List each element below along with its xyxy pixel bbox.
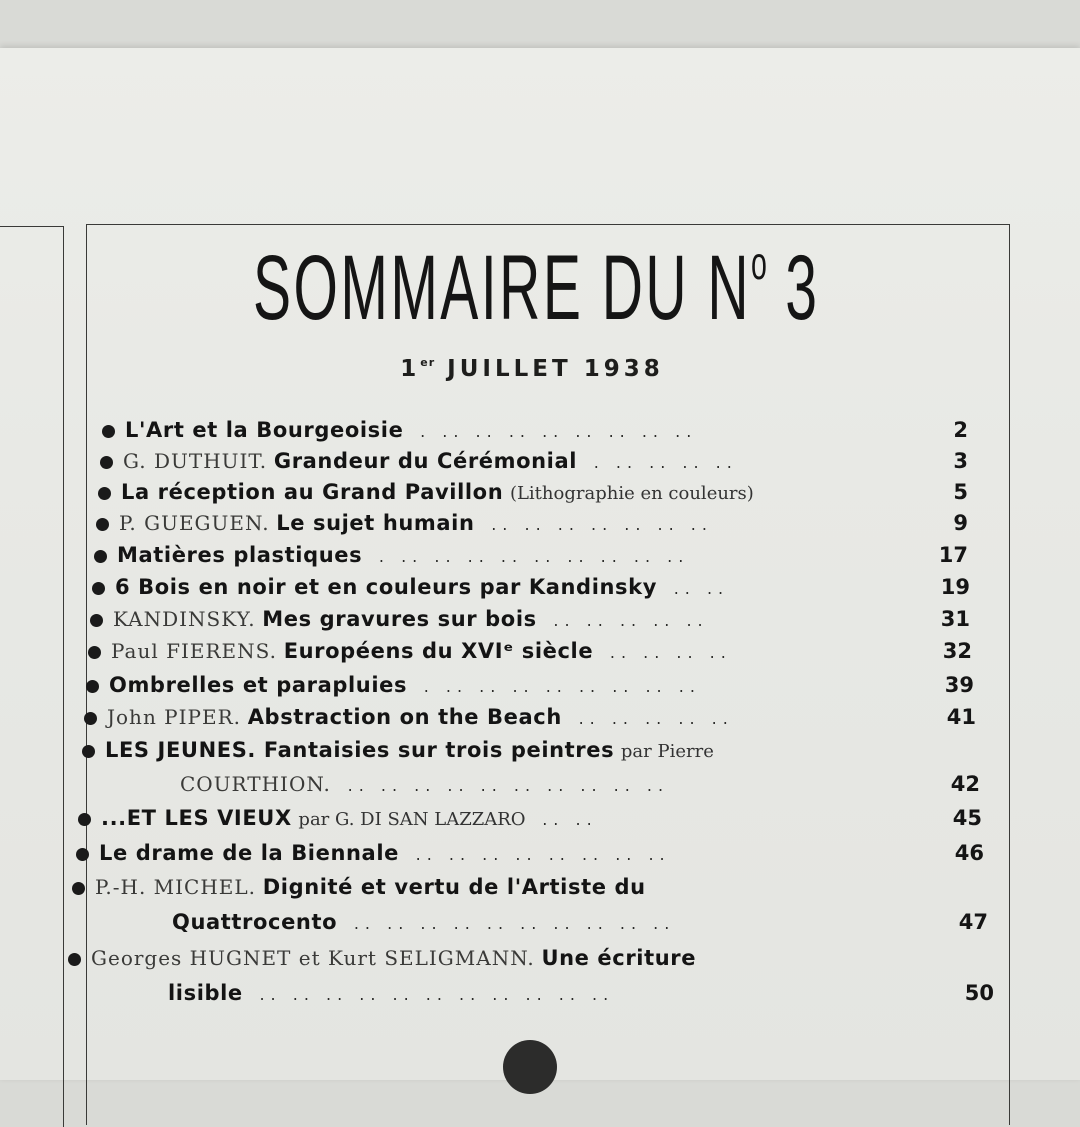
toc-entry bbox=[84, 702, 910, 732]
title-sup: o bbox=[751, 237, 767, 289]
toc-title: LES JEUNES. Fantaisies sur trois peintres bbox=[105, 738, 615, 762]
toc-author: G. DUTHUIT. bbox=[123, 449, 268, 473]
toc-title: Matières plastiques bbox=[117, 543, 363, 567]
toc-entry bbox=[86, 670, 908, 700]
toc-leader-dots: .. .. .. .. .. .. .. .. bbox=[415, 845, 671, 864]
toc-title: L'Art et la Bourgeoisie bbox=[125, 418, 404, 442]
toc-entry bbox=[92, 572, 904, 602]
bullet-icon bbox=[78, 813, 91, 826]
toc-entry bbox=[98, 477, 902, 507]
toc-author: John PIPER. bbox=[107, 705, 242, 729]
toc-title: Européens du XVIᵉ siècle bbox=[283, 639, 594, 663]
toc-page-number: 45 bbox=[952, 806, 982, 830]
page-title bbox=[201, 237, 871, 339]
toc-title: Ombrelles et parapluies bbox=[109, 673, 408, 697]
date-day: 1 bbox=[400, 356, 421, 382]
toc-page-number: 3 bbox=[953, 449, 968, 473]
bullet-icon bbox=[98, 487, 111, 500]
bullet-icon bbox=[76, 848, 89, 861]
toc-entry bbox=[100, 446, 902, 476]
bullet-icon bbox=[82, 745, 95, 758]
bullet-icon bbox=[100, 456, 113, 469]
toc-author: COURTHION. bbox=[180, 772, 331, 796]
toc-page-number: 9 bbox=[953, 511, 968, 535]
date-sup: er bbox=[420, 356, 436, 369]
bullet-icon bbox=[86, 680, 99, 693]
bullet-icon bbox=[92, 582, 105, 595]
toc-entry bbox=[82, 735, 912, 765]
toc-author: P.-H. MICHEL. bbox=[95, 875, 257, 899]
bullet-icon bbox=[96, 518, 109, 531]
toc-leader-dots: .. .. .. .. .. .. .. .. .. .. .. bbox=[259, 985, 615, 1004]
bullet-icon bbox=[68, 953, 81, 966]
toc-entry bbox=[96, 508, 902, 538]
toc-entry bbox=[180, 769, 914, 799]
toc-leader-dots: .. .. .. .. .. .. .. .. .. .. bbox=[353, 914, 676, 933]
toc-title: Le sujet humain bbox=[276, 511, 475, 535]
toc-leader-dots: . .. .. .. .. .. .. .. .. .. bbox=[378, 547, 690, 566]
toc-entry bbox=[78, 803, 916, 833]
toc-author: Georges HUGNET et Kurt SELIGMANN. bbox=[91, 946, 535, 970]
binding-hole bbox=[503, 1040, 557, 1094]
toc-leader-dots: .. .. .. .. bbox=[609, 643, 732, 662]
toc-author: KANDINSKY. bbox=[113, 607, 256, 631]
toc-entry bbox=[90, 604, 904, 634]
toc-entry bbox=[168, 978, 928, 1008]
bullet-icon bbox=[88, 646, 101, 659]
toc-page-number: 39 bbox=[944, 673, 974, 697]
toc-title: Grandeur du Cérémonial bbox=[273, 449, 578, 473]
toc-title: ...ET LES VIEUX bbox=[101, 806, 292, 830]
toc-page-number: 17 bbox=[938, 543, 968, 567]
toc-entry bbox=[76, 838, 918, 868]
date-rest: JUILLET 1938 bbox=[435, 356, 664, 382]
toc-leader-dots: . .. .. .. .. .. .. .. .. bbox=[420, 422, 698, 441]
toc-page-number: 42 bbox=[950, 772, 980, 796]
toc-title: Une écriture bbox=[541, 946, 697, 970]
toc-note: par G. DI SAN LAZZARO bbox=[298, 809, 526, 830]
toc-author: P. GUEGUEN. bbox=[119, 511, 270, 535]
toc-title: Mes gravures sur bois bbox=[262, 607, 537, 631]
toc-page-number: 32 bbox=[942, 639, 972, 663]
toc-leader-dots: .. .. bbox=[673, 579, 730, 598]
issue-date bbox=[0, 356, 1064, 382]
toc-entry bbox=[68, 943, 924, 973]
toc-title: Le drame de la Biennale bbox=[99, 841, 399, 865]
toc-entry bbox=[102, 415, 902, 445]
toc-title: 6 Bois en noir et en couleurs par Kandinsky bbox=[115, 575, 657, 599]
toc-note: (Lithographie en couleurs) bbox=[509, 483, 754, 504]
toc-page-number: 31 bbox=[940, 607, 970, 631]
toc-page-number: 41 bbox=[946, 705, 976, 729]
toc-title: La réception au Grand Pavillon bbox=[121, 480, 504, 504]
toc-leader-dots: .. .. .. .. .. .. .. .. .. .. bbox=[347, 776, 670, 795]
toc-page-number: 19 bbox=[940, 575, 970, 599]
toc-page-number: 47 bbox=[958, 910, 988, 934]
toc-entry bbox=[72, 872, 920, 902]
toc-note: par Pierre bbox=[620, 741, 714, 762]
toc-page-number: 46 bbox=[954, 841, 984, 865]
toc-leader-dots: .. .. .. .. .. .. .. bbox=[491, 515, 713, 534]
toc-page-number: 5 bbox=[953, 480, 968, 504]
toc-title: Quattrocento bbox=[172, 910, 338, 934]
bullet-icon bbox=[90, 614, 103, 627]
toc-entry bbox=[94, 540, 902, 570]
bullet-icon bbox=[102, 425, 115, 438]
title-main: SOMMAIRE DU N bbox=[252, 237, 752, 339]
toc-leader-dots: . .. .. .. .. .. .. .. .. bbox=[423, 677, 701, 696]
toc-leader-dots: . .. .. .. .. bbox=[593, 453, 738, 472]
toc-title: Abstraction on the Beach bbox=[247, 705, 562, 729]
toc-page-number: 50 bbox=[964, 981, 994, 1005]
toc-author: Paul FIERENS. bbox=[111, 639, 277, 663]
toc-title: lisible bbox=[168, 981, 243, 1005]
toc-leader-dots: .. .. bbox=[542, 810, 598, 829]
bullet-icon bbox=[84, 712, 97, 725]
bullet-icon bbox=[72, 882, 85, 895]
toc-title: Dignité et vertu de l'Artiste du bbox=[262, 875, 646, 899]
toc-entry bbox=[88, 636, 906, 666]
toc-leader-dots: .. .. .. .. .. bbox=[578, 709, 734, 728]
toc-leader-dots: .. .. .. .. .. bbox=[553, 611, 709, 630]
title-number: 3 bbox=[766, 237, 820, 339]
toc-entry bbox=[172, 907, 922, 937]
toc-page-number: 2 bbox=[953, 418, 968, 442]
bullet-icon bbox=[94, 550, 107, 563]
